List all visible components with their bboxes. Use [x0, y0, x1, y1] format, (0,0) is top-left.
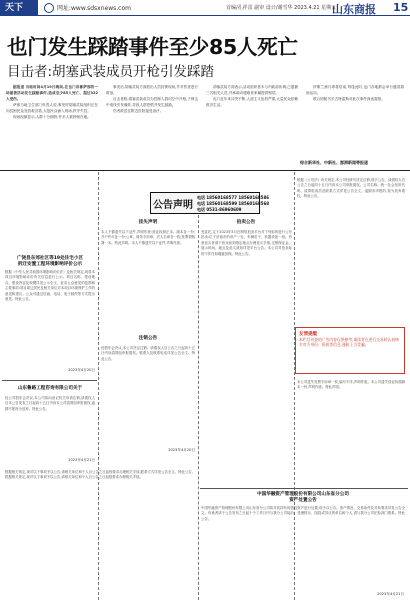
site-url: 网址:www.sdsxnews.com: [57, 5, 131, 12]
article-paragraph: 伤者被送往附近医院接受治疗。: [113, 109, 164, 113]
contact-line: 电话 18560168577 18560168586: [197, 195, 270, 200]
notice-body: 根据《公司法》有关规定,本公司经研究决定注销,现予公告。请债权人自公告之日起四十五日内向本公司申报债权。公司名称、统一社会信用代码、清算组成员及联系方式详见公告全文。逾期未申报的,视为放弃债权。特此公告。: [297, 178, 405, 199]
notice-body: 中国华融资产管理股份有限公司山东省分公司拟对其持有的债权资产进行处置,现予以公告。资产情况、交易条件及对象要求详见公告全文。有意者请于公告发布之日起十个工作日内与我分公司接洽。受理排斥、阻挠或异议的单位和个人,请与我分公司纪检部门联系。特此公告。: [201, 506, 405, 521]
notice-title-line: 广饶县东郊社区等19处住宅小区: [16, 256, 84, 261]
notice-title: [4, 256, 96, 268]
notice-date: 2023年4月20日: [68, 368, 95, 372]
paper-logo-icon: [44, 3, 54, 13]
notice-title: [200, 492, 406, 504]
notice-divider: [200, 488, 408, 489]
reminder-text: 本栏目刊登的广告内容仅供参考,请读者在进行交易时认真核实对方身份、资质等信息,谨防上当受骗。: [299, 337, 399, 348]
article-paragraph: 目击者称,胡塞武装成员为控制人群向空中开枪,子弹击中电线引发爆炸,导致人群恐慌并发生踩踏。: [106, 97, 198, 107]
notice-title-line: 中国华融资产管理股份有限公司山东省分公司: [257, 492, 349, 497]
notice-divider: [2, 380, 97, 381]
notice-title: 山东鲁路工程咨询有限公司关于: [17, 386, 83, 391]
notice-date: 2023年4月20日: [168, 448, 195, 452]
contact-line: 电话 0531-86960609: [197, 207, 242, 212]
article-paragraph: 也门近年来冲突不断,人道主义危机严重,大量民众依赖救济生活。: [206, 97, 298, 107]
page-number: 15: [393, 1, 409, 14]
article-paragraph: 据报道 当地时间4月19日晚间,在也门首都萨那的一场慈善活动发生踩踏事件,造成至少85人死亡、超过322人受伤。: [6, 85, 98, 101]
notice-body: 经公司股东会决议,本公司拟向登记机关申请注销,请债权人自本公告发布之日起四十五日内向本公司清算组申报债权,逾期不报视为放弃。特此公告。: [5, 396, 95, 411]
article-column-4: [306, 84, 404, 158]
paper-name: 山东商报: [332, 3, 376, 16]
article-column-2: [106, 84, 198, 170]
byline: 综合新华社、中新社、澎湃新闻等报道: [300, 160, 368, 165]
notice-body: 根据相关规定,现对以下事项予以公告,请相关单位和个人自公告之日起按要求办理相关手续,联系方式详见公告全文。特此公告。根据相关规定,现对以下事项予以公告,请相关单位和个人自公告之日起按要求办理相关手续。: [5, 470, 195, 480]
notice-title-line: 拆迁安置工程环境影响评价公示: [17, 262, 83, 267]
notice-body: 受委托,定于2023年5月在网络拍卖平台对下列标的进行公开拍卖:位于济南市的房产一处、车辆若干、机器设备一批。有意竞买者请于拍卖前到指定地点办理竞买手续,交纳保证金。展示时间、地点及竞买须知详见平台公告。本公司对拍卖标的不作任何瑕疵担保。特此公告。: [201, 230, 292, 256]
article-column-1: [6, 84, 98, 170]
headline: 也门发生踩踏事件至少85人死亡: [7, 35, 298, 59]
article-paragraph: 伊斯兰斋月即将结束,每逢此时,也门各地都会举行慈善捐助活动。: [306, 85, 404, 95]
article-paragraph: 事发后,胡塞武装方面派出人员封锁现场,并对伤者进行救治。: [106, 85, 198, 95]
notice-title: 注销公告: [138, 336, 158, 341]
article-paragraph: 胡塞武装方面表示,活动组织者未与内政部协调,已逮捕三名相关人员,并承诺向遇难者家属提供赔偿。: [206, 85, 298, 95]
notice-date: 2023年4月21日: [377, 592, 404, 596]
announcement-contact-box: [150, 192, 270, 214]
notice-body: 本公司遗失发票专用章一枚,编号不详,声明作废。本公司遗失营业执照副本一份,声明作废。特此声明。: [297, 380, 405, 390]
article-paragraph: 联合国秘书长古特雷斯对此次事件深表震惊。: [313, 97, 385, 101]
notice-body: 根据《中华人民共和国环境影响评价法》及相关规定,现将本项目环境影响评价有关信息进行公示。项目名称、建设地点、建设内容及规模详见公示全文。征求公众意见的范围和主要事项:项目周边居民及相关单位对本项目环境保护工作的意见和建议。公众可通过信函、电话、电子邮件等方式提出意见。特此公告。: [5, 270, 95, 302]
reader-reminder: [295, 327, 405, 374]
notice-title-line: 资产处置公告: [289, 498, 317, 503]
notice-title: 拍卖公告: [236, 220, 256, 225]
announcement-label: 公告声明: [153, 200, 193, 211]
notice-date: 2023年4月21日: [68, 458, 95, 462]
notice-body: 经股东会决议,本公司决定注销。请债权人自公告之日起四十五日内向清算组申报债权。联系人及联系电话详见公告全文。特此公告。: [101, 346, 195, 361]
edition-meta: 首编/孔祥雷 副审 设计/谢雪华 2023.4.21 星期五: [226, 5, 337, 11]
reminder-title: 友情提醒: [299, 332, 317, 337]
subheadline: 目击者:胡塞武装成员开枪引发踩踏: [7, 64, 215, 80]
notice-title: 挂失声明: [138, 220, 158, 225]
notice-body: 本人不慎遗失以下证件,声明作废:营业执照正本、副本各一份;开户许可证一份;公章、财务专用章、法人名章各一枚;发票领购簿一本。特此声明。本人不慎遗失以下证件,声明作废。: [101, 230, 195, 245]
section-tag: 天下: [0, 0, 38, 16]
column-divider: [198, 215, 199, 600]
article-paragraph: 萨那当地卫生部门负责人说,事发时胡塞武装组织正在向贫困民众发放救济款,大批民众涌入现场,秩序失控。: [6, 103, 98, 113]
contact-line: 电话 18560168599 18560168568: [197, 201, 270, 206]
article-column-3: [206, 84, 298, 170]
article-paragraph: 现场视频显示,人群十分拥挤,许多人被挤倒在地。: [13, 115, 91, 119]
masthead: [0, 0, 410, 16]
